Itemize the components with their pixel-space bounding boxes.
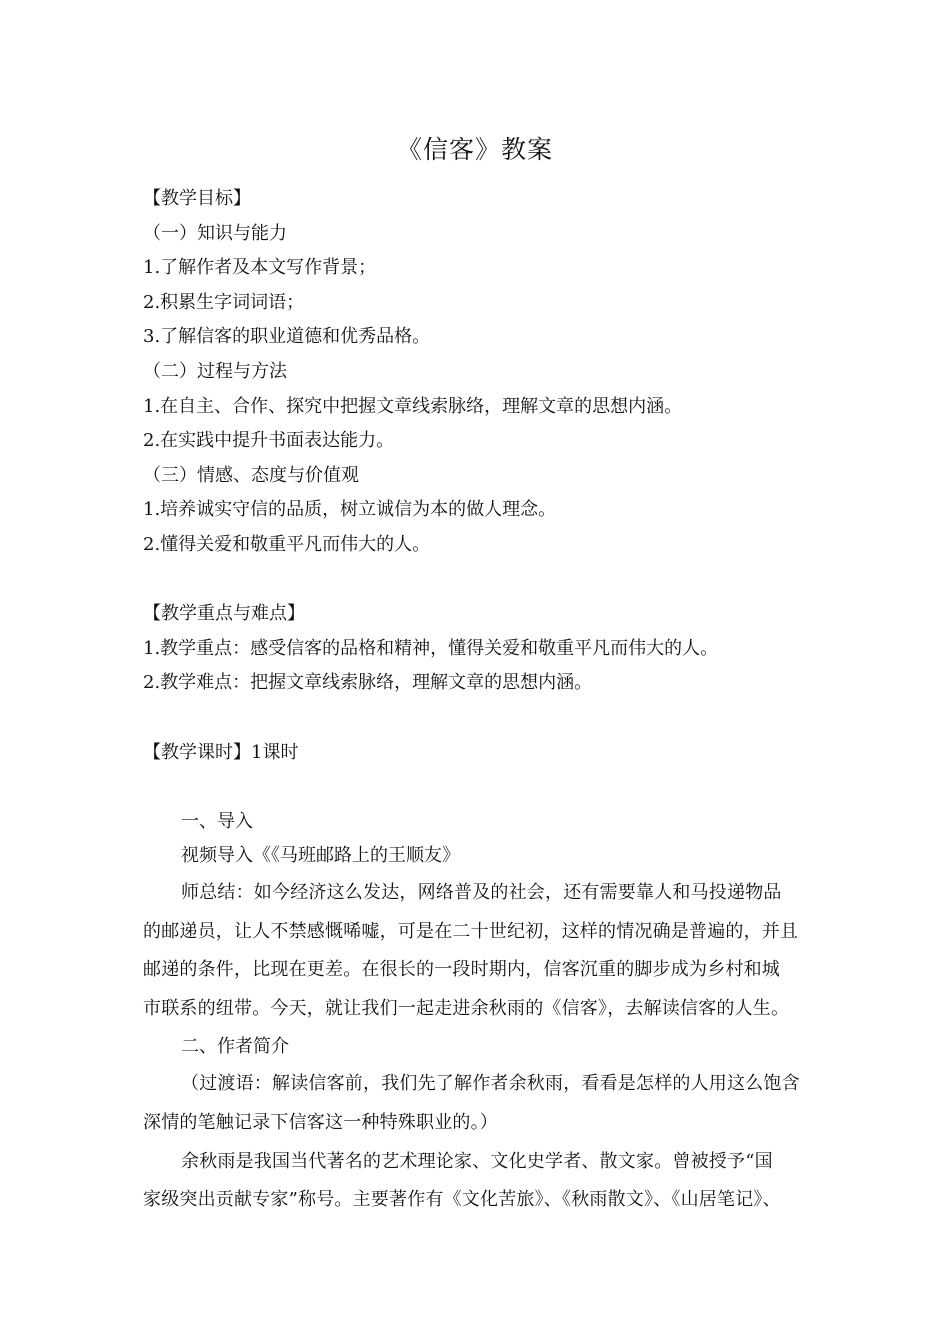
document-body bbox=[143, 182, 811, 1220]
section-process-heading: （二）过程与方法 bbox=[143, 360, 287, 382]
paragraph-line: 邮递的条件，比现在更差。在很长的一段时期内，信客沉重的脚步成为乡村和城 bbox=[143, 959, 780, 981]
list-item: 3.了解信客的职业道德和优秀品格。 bbox=[143, 326, 431, 348]
list-item: 2.积累生字词词语； bbox=[143, 291, 305, 313]
spacer bbox=[143, 770, 811, 805]
paragraph-line: （过渡语：解读信客前，我们先了解作者余秋雨，看看是怎样的人用这么饱含 bbox=[181, 1073, 800, 1095]
section-values-heading: （三）情感、态度与价值观 bbox=[143, 464, 359, 486]
list-item: 1.了解作者及本文写作背景； bbox=[143, 257, 377, 279]
video-intro-line: 视频导入《《马班邮路上的王顺友》 bbox=[181, 845, 460, 867]
author-paragraph bbox=[143, 1143, 811, 1221]
teacher-summary-paragraph bbox=[143, 874, 811, 1029]
paragraph-line: 深情的笔触记录下信客这一种特殊职业的。） bbox=[143, 1111, 498, 1133]
part-intro-heading: 一、导入 bbox=[181, 810, 253, 832]
section-knowledge-heading: （一）知识与能力 bbox=[143, 222, 287, 244]
spacer bbox=[143, 563, 811, 598]
class-hours-line: 【教学课时】1课时 bbox=[143, 741, 299, 763]
part-author-heading: 二、作者简介 bbox=[181, 1036, 289, 1058]
paragraph-line: 余秋雨是我国当代著名的艺术理论家、文化史学者、散文家。曾被授予“国 bbox=[181, 1150, 773, 1172]
goals-heading: 【教学目标】 bbox=[143, 188, 251, 209]
list-item: 1.在自主、合作、探究中把握文章线索脉络，理解文章的思想内涵。 bbox=[143, 395, 683, 417]
paragraph-line: 家级突出贡献专家”称号。主要著作有《文化苦旅》、《秋雨散文》、《山居笔记》、 bbox=[143, 1189, 781, 1211]
transition-paragraph bbox=[143, 1065, 811, 1143]
document-title: 《信客》教案 bbox=[396, 135, 553, 164]
paragraph-line: 的邮递员，让人不禁感慨唏嘘，可是在二十世纪初，这样的情况确是普遍的，并且 bbox=[143, 920, 799, 942]
paragraph-line: 师总结：如今经济这么发达，网络普及的社会，还有需要靠人和马投递物品 bbox=[181, 881, 782, 903]
list-item: 1.培养诚实守信的品质，树立诚信为本的做人理念。 bbox=[143, 499, 557, 521]
list-item: 1.教学重点：感受信客的品格和精神，懂得关爱和敬重平凡而伟大的人。 bbox=[143, 637, 719, 659]
list-item: 2.懂得关爱和敬重平凡而伟大的人。 bbox=[143, 533, 431, 555]
list-item: 2.在实践中提升书面表达能力。 bbox=[143, 430, 395, 452]
spacer bbox=[143, 701, 811, 736]
list-item: 2.教学难点：把握文章线索脉络，理解文章的思想内涵。 bbox=[143, 672, 593, 694]
keypoints-heading: 【教学重点与难点】 bbox=[143, 603, 305, 625]
paragraph-line: 市联系的纽带。今天，就让我们一起走进余秋雨的《信客》，去解读信客的人生。 bbox=[143, 998, 790, 1020]
